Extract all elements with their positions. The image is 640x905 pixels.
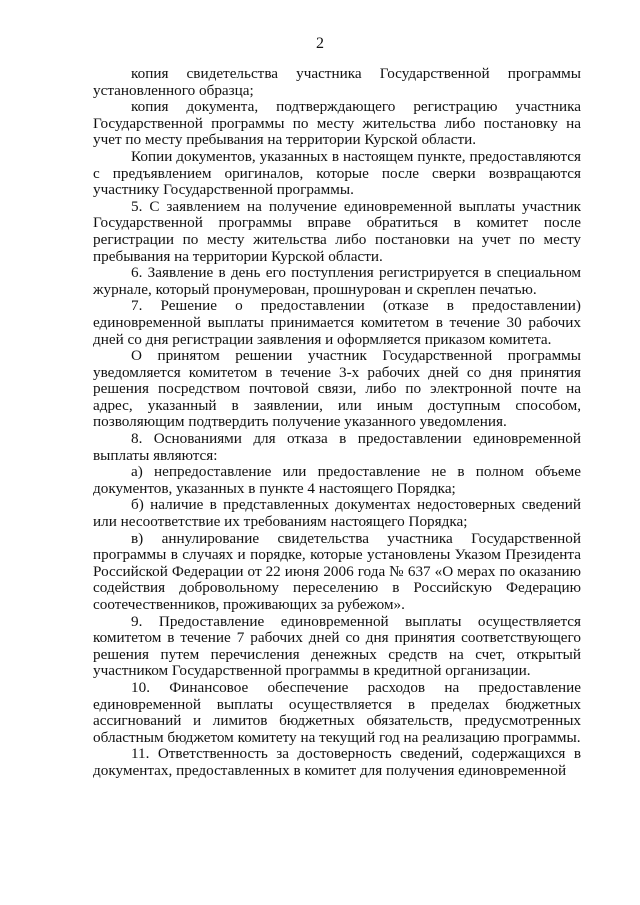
paragraph-certificate-copy: копия свидетельства участника Государственной программы установленного образца;: [93, 65, 581, 99]
paragraph-item-8v: в) аннулирование свидетельства участника Государственной программы в случаях и порядке, которые установлены Указом Президента Российской Федерации от 22 июня 2006 года № 637 «О мерах по оказанию содействия добровольному переселению в Российскую Федерацию соотечественников, проживающих за рубежом».: [93, 529, 581, 613]
paragraph-item-7: 7. Решение о предоставлении (отказе в предоставлении) единовременной выплаты принимается комитетом в течение 30 рабочих дней со дня регистрации заявления и оформляется приказом комитета.: [93, 297, 581, 348]
document-body: [93, 66, 581, 780]
paragraph-item-6: 6. Заявление в день его поступления регистрируется в специальном журнале, который пронумерован, прошнурован и скреплен печатью.: [93, 264, 581, 298]
paragraph-item-5: 5. С заявлением на получение единовременной выплаты участник Государственной программы вправе обратиться в комитет после регистрации по месту жительства либо постановки на учет по месту пребывания на территории Курской области.: [93, 197, 581, 265]
paragraph-item-9: 9. Предоставление единовременной выплаты осуществляется комитетом в течение 7 рабочих дней со дня принятия соответствующего решения путем перечисления денежных средств на счет, открытый участником Государственной программы в кредитной организации.: [93, 612, 581, 680]
paragraph-copies-originals: Копии документов, указанных в настоящем пункте, предоставляются с предъявлением оригиналов, которые после сверки возвращаются участнику Государственной программы.: [93, 147, 581, 199]
page-number: 2: [316, 35, 324, 52]
paragraph-item-10: 10. Финансовое обеспечение расходов на предоставление единовременной выплаты осуществляется в пределах бюджетных ассигнований и лимитов бюджетных обязательств, предусмотренных областным бюджетом комитету на текущий год на реализацию программы.: [93, 678, 581, 746]
paragraph-item-8b: б) наличие в представленных документах недостоверных сведений или несоответствие их требованиям настоящего Порядка;: [93, 496, 581, 531]
paragraph-item-8: 8. Основаниями для отказа в предоставлении единовременной выплаты являются:: [93, 430, 581, 464]
paragraph-item-11: 11. Ответственность за достоверность сведений, содержащихся в документах, предоставленных в комитет для получения единовременной: [93, 745, 581, 779]
paragraph-notification: О принятом решении участник Государственной программы уведомляется комитетом в течение 3-х рабочих дней со дня принятия решения посредством почтовой связи, либо по электронной почте на адрес, указанный в заявлении, или иным доступным способом, позволяющим подтвердить получение указанного уведомления.: [93, 347, 581, 431]
paragraph-item-8a: а) непредоставление или предоставление не в полном объеме документов, указанных в пункте 4 настоящего Порядка;: [93, 463, 581, 497]
paragraph-registration-copy: копия документа, подтверждающего регистрацию участника Государственной программы по месту жительства либо постановку на учет по месту пребывания на территории Курской области.: [93, 98, 581, 149]
